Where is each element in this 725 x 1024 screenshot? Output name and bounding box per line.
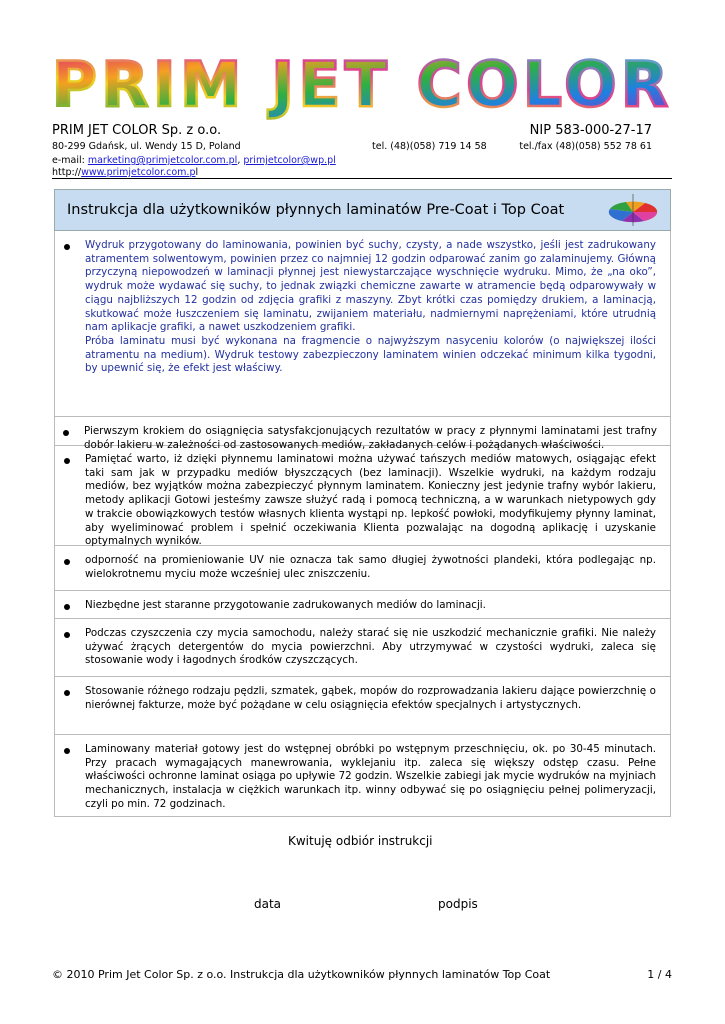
bullet <box>64 559 70 565</box>
bullet <box>63 430 69 436</box>
bullet <box>64 690 70 696</box>
instruction-section-2 <box>54 417 671 451</box>
header-divider <box>52 178 672 179</box>
email-separator: , <box>237 155 244 166</box>
receipt-confirmation: Kwituję odbiór instrukcji <box>288 834 433 848</box>
paragraph-drying: Wydruk przygotowany do laminowania, powinien być suchy, czysty, a nade wszystko, jeśli jest zadrukowany atramentem solwentowym, powinien przez co najmniej 12 godzin odparować zanim go zalaminujemy. Główną przyczyną niepowodzeń w laminacji płynnej jest niewystarczające wyschnięcie wydruku. Mimo, że „na oko”, wydruk może wydawać się suchy, to jednak związki chemiczne zawarte w atramencie będą odparowywały w ciągu najbliższych 12 godzin od zdjęcia grafiki z maszyny. Zbyt krótki czas pomiędzy drukiem, a laminacją, skutkować może łuszczeniem się laminatu, zwijaniem materiału, nadmiernymi naprężeniami, które utrudnią nam aplikacje grafiki, a nawet uszkodzeniem grafiki. <box>85 239 656 334</box>
company-header <box>52 124 652 178</box>
logo-text: PRIM JET COLOR <box>52 48 672 120</box>
section-text: Podczas czyszczenia czy mycia samochodu, należy starać się nie uszkodzić mechanicznie grafiki. Nie należy używać żrących detergentów do mycia powierzchni. Aby utrzymywać w czystości wydruki, zaleca się stosowanie wody i łagodnych środków czyszczących. <box>85 627 656 667</box>
instruction-section-6 <box>54 619 671 677</box>
web-suffix: l <box>195 167 199 178</box>
company-nip: NIP 583-000-27-17 <box>529 123 652 138</box>
section-text: Niezbędne jest staranne przygotowanie zadrukowanych mediów do laminacji. <box>85 599 486 611</box>
logo-graphic <box>52 48 672 120</box>
email-link-wp[interactable]: primjetcolor@wp.pl <box>243 155 336 166</box>
bullet <box>64 458 70 464</box>
company-name: PRIM JET COLOR Sp. z o.o. <box>52 123 222 138</box>
bullet <box>64 604 70 610</box>
company-phone: tel. (48)(058) 719 14 58 <box>372 141 487 152</box>
section-text: Pamiętać warto, iż dzięki płynnemu laminatowi można używać tańszych mediów matowych, osiągając efekt taki sam jak w przypadku mediów błyszczących (bez laminacji). Wszelkie wydruki, na każdym rodzaju mediów, bez wyjątków można zabezpieczyć płynnym laminatem. Konieczny jest jedynie trafny wybór lakieru, metody aplikacji Gotowi jesteśmy zawsze służyć radą i pomocą techniczną, a w warunkach nietypowych gdy w trakcie obowiązkowych testów własnych klienta wystąpi np. lepkość powłoki, modyfikujemy płynny laminat, aby wyeliminować problem i spełnić oczekiwania Klienta pozwalając na dogodną aplikację i uzyskanie optymalnych wyników. <box>85 453 656 548</box>
website-link[interactable]: www.primjetcolor.com.p <box>81 167 196 178</box>
signature-label: podpis <box>438 897 478 911</box>
section-text: Stosowanie różnego rodzaju pędzli, szmatek, gąbek, mopów do rozprowadzania lakieru dające powierzchnię o nierównej fakturze, może być pożądane w celu osiągnięcia efektów specjalnych i artystycznych. <box>85 685 656 711</box>
section-text: odporność na promieniowanie UV nie oznacza tak samo długiej żywotności plandeki, która podlegając np. wielokrotnemu myciu może wcześniej ulec zniszczeniu. <box>85 554 656 580</box>
section-text <box>85 239 656 376</box>
company-address: 80-299 Gdańsk, ul. Wendy 15 D, Poland <box>52 141 241 152</box>
instruction-section-5 <box>54 591 671 619</box>
email-link-marketing[interactable]: marketing@primjetcolor.com.pl <box>87 155 238 166</box>
instruction-section-8 <box>54 735 671 817</box>
page-footer <box>52 968 672 981</box>
date-label: data <box>254 897 282 911</box>
company-fax: tel./fax (48)(058) 552 78 61 <box>519 141 652 152</box>
page-number: 1 / 4 <box>647 968 672 981</box>
company-logo <box>52 48 672 120</box>
bullet <box>64 244 70 250</box>
section-text: Laminowany materiał gotowy jest do wstępnej obróbki po wstępnym przeschnięciu, ok. po 30-45 minutach. Przy pracach wymagających manewrowania, wyklejaniu itp. zaleca się większy odstęp czasu. Pełne właściwości ochronne laminat osiąga po upływie 72 godzin. Wszelkie zabiegi jak mycie wydruków na myjniach mechanicznych, instalacja w ciężkich warunkach itp. winny odbywać się po osiągnięciu pełnej polimeryzacji, czyli po min. 72 godzinach. <box>85 743 656 810</box>
bullet <box>64 632 70 638</box>
web-prefix: http:// <box>52 167 82 178</box>
title-box <box>54 189 671 231</box>
section-text: Pierwszym krokiem do osiągnięcia satysfakcjonujących rezultatów w pracy z płynnymi laminatami jest trafny dobór lakieru w zależności od zastosowanych mediów, zakładanych celów i pożądanych właściwości. <box>84 425 657 451</box>
color-pie-icon <box>604 192 662 228</box>
footer-text: © 2010 Prim Jet Color Sp. z o.o. Instrukcja dla użytkowników płynnych laminatów Top Coat <box>52 968 551 981</box>
instruction-section-3 <box>54 445 671 546</box>
bullet <box>64 748 70 754</box>
instruction-section-1 <box>54 231 671 417</box>
document-title: Instrukcja dla użytkowników płynnych laminatów Pre-Coat i Top Coat <box>67 202 565 218</box>
email-label: e-mail: <box>52 155 88 166</box>
paragraph-test: Próba laminatu musi być wykonana na fragmencie o najwyższym nasyceniu kolorów (o największej ilości atramentu na medium). Wydruk testowy zabezpieczony laminatem winien odczekać minimum kilka tygodni, by upewnić się, że efekt jest właściwy. <box>85 334 656 375</box>
instruction-section-4 <box>54 546 671 591</box>
instruction-section-7 <box>54 677 671 735</box>
